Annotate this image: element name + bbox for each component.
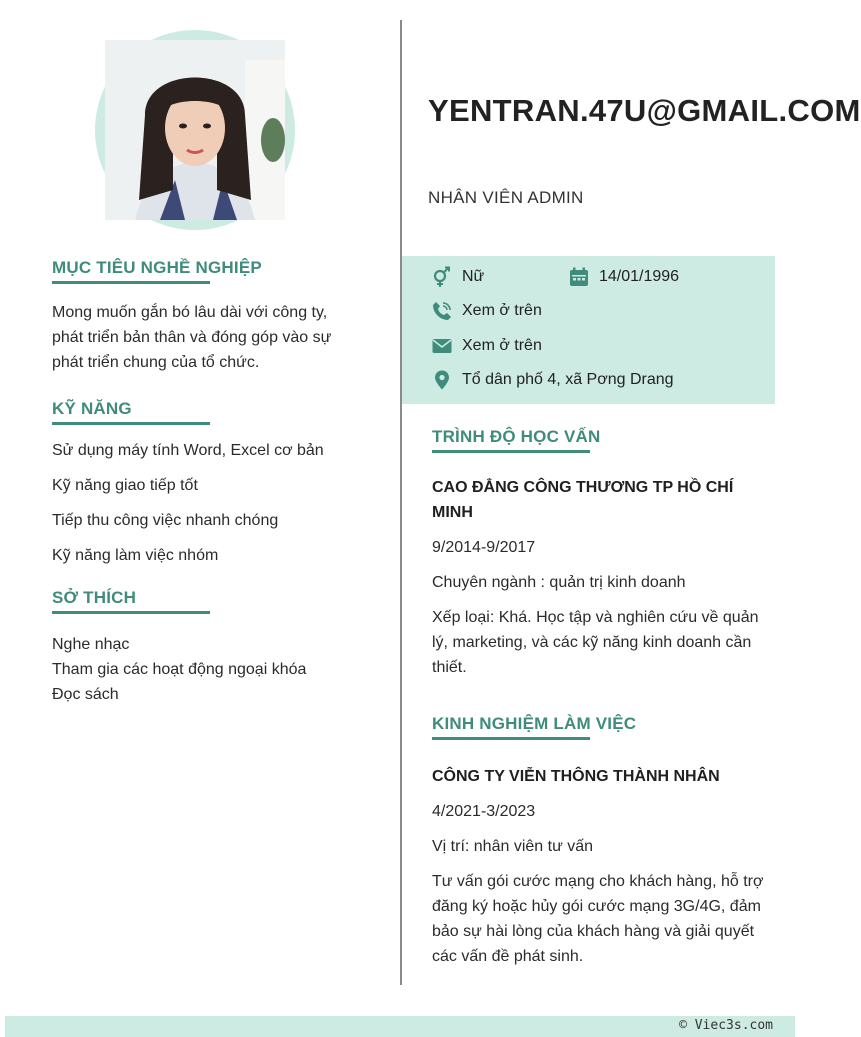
email-value: Xem ở trên bbox=[462, 337, 542, 354]
education-title: TRÌNH ĐỘ HỌC VẤN bbox=[432, 427, 777, 453]
hobby-item: Tham gia các hoạt động ngoại khóa bbox=[52, 661, 307, 678]
contact-gender bbox=[432, 267, 484, 287]
footer-bar bbox=[5, 1016, 795, 1037]
mail-icon bbox=[432, 336, 452, 356]
column-divider bbox=[400, 20, 402, 985]
experience-position: Vị trí: nhân viên tư vấn bbox=[432, 838, 594, 855]
contact-panel bbox=[402, 256, 775, 404]
gender-value: Nữ bbox=[462, 268, 485, 285]
birthdate-value: 14/01/1996 bbox=[599, 268, 680, 285]
experience-description: Tư vấn gói cước mạng cho khách hàng, hỗ trợ đăng ký hoặc hủy gói cước mạng 3G/4G, đảm bảo sự hài lòng của khách hàng và giải quyết các vấn đề phát sinh. bbox=[432, 873, 764, 965]
contact-email bbox=[432, 336, 542, 356]
job-title: NHÂN VIÊN ADMIN bbox=[428, 188, 584, 207]
hobby-item: Nghe nhạc bbox=[52, 636, 130, 653]
email-title: YENTRAN.47U@GMAIL.COM bbox=[428, 93, 861, 128]
education-grade: Xếp loại: Khá. Học tập và nghiên cứu về quản lý, marketing, và các kỹ năng kinh doanh cần thiết. bbox=[432, 609, 759, 676]
avatar-ring bbox=[95, 30, 295, 230]
hobbies-title: SỞ THÍCH bbox=[52, 588, 362, 614]
gender-icon bbox=[432, 267, 452, 287]
skill-item: Kỹ năng làm việc nhóm bbox=[52, 547, 219, 564]
experience-section bbox=[432, 714, 777, 969]
left-column bbox=[52, 258, 362, 707]
calendar-icon bbox=[569, 267, 589, 287]
contact-address bbox=[432, 370, 674, 390]
hobby-item: Đọc sách bbox=[52, 686, 119, 703]
education-major: Chuyên ngành : quản trị kinh doanh bbox=[432, 574, 686, 591]
education-period: 9/2014-9/2017 bbox=[432, 539, 536, 556]
experience-period: 4/2021-3/2023 bbox=[432, 803, 536, 820]
objective-text: Mong muốn gắn bó lâu dài với công ty, phát triển bản thân và đóng góp vào sự phát triển chung của tổ chức. bbox=[52, 304, 332, 371]
phone-icon bbox=[432, 301, 452, 321]
address-value: Tổ dân phố 4, xã Pơng Drang bbox=[462, 371, 674, 388]
avatar bbox=[105, 40, 285, 220]
skill-item: Sử dụng máy tính Word, Excel cơ bản bbox=[52, 442, 324, 459]
education-section bbox=[432, 427, 777, 680]
avatar-photo bbox=[105, 40, 285, 220]
contact-birthdate bbox=[569, 267, 679, 287]
school-name: CAO ĐẲNG CÔNG THƯƠNG TP HỒ CHÍ MINH bbox=[432, 479, 734, 521]
contact-phone bbox=[432, 301, 542, 321]
footer-watermark: © Viec3s.com bbox=[679, 1018, 773, 1033]
phone-value: Xem ở trên bbox=[462, 302, 542, 319]
location-pin-icon bbox=[432, 370, 452, 390]
company-name: CÔNG TY VIỄN THÔNG THÀNH NHÂN bbox=[432, 768, 720, 785]
skill-item: Kỹ năng giao tiếp tốt bbox=[52, 477, 198, 494]
skill-item: Tiếp thu công việc nhanh chóng bbox=[52, 512, 279, 529]
experience-title: KINH NGHIỆM LÀM VIỆC bbox=[432, 714, 777, 740]
objective-title: MỤC TIÊU NGHỀ NGHIỆP bbox=[52, 258, 362, 284]
skills-title: KỸ NĂNG bbox=[52, 399, 362, 425]
